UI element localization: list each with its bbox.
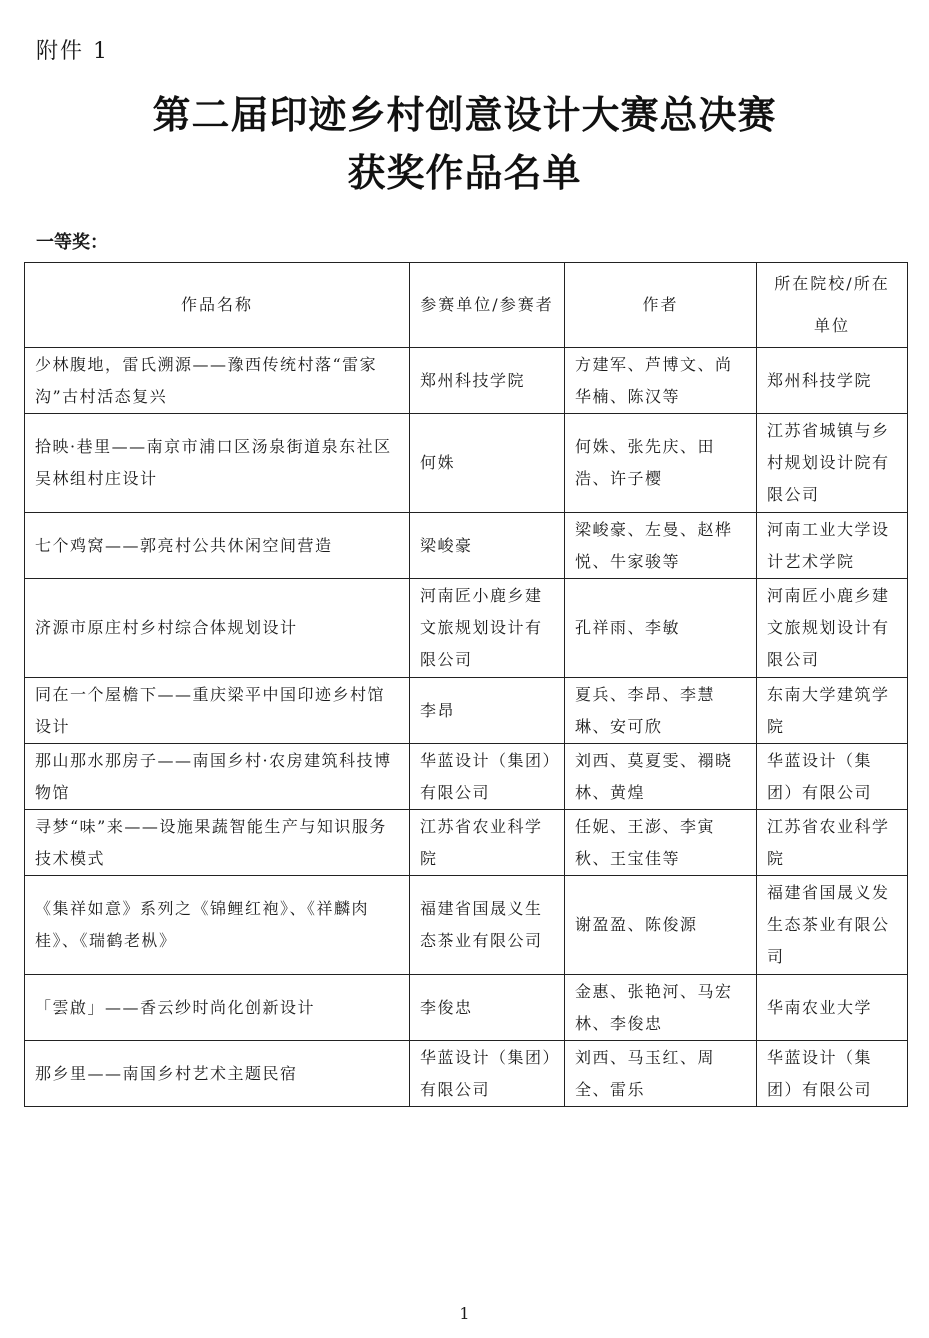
cell-authors: 任妮、王澎、李寅秋、王宝佳等 bbox=[565, 810, 757, 876]
cell-institution: 华蓝设计（集团）有限公司 bbox=[757, 1041, 908, 1107]
cell-work-name: 济源市原庄村乡村综合体规划设计 bbox=[25, 579, 410, 678]
cell-authors: 谢盈盈、陈俊源 bbox=[565, 876, 757, 975]
cell-authors: 金惠、张艳河、马宏林、李俊忠 bbox=[565, 975, 757, 1041]
section-heading: 一等奖： bbox=[36, 232, 108, 253]
table-row bbox=[25, 810, 908, 876]
cell-authors: 何姝、张先庆、田浩、许子樱 bbox=[565, 414, 757, 513]
cell-institution: 河南工业大学设计艺术学院 bbox=[757, 513, 908, 579]
table-row bbox=[25, 513, 908, 579]
cell-entrant: 李昂 bbox=[410, 678, 565, 744]
cell-authors: 梁峻豪、左曼、赵桦悦、牛家骏等 bbox=[565, 513, 757, 579]
table-row bbox=[25, 348, 908, 414]
cell-work-name: 那山那水那房子——南国乡村·农房建筑科技博物馆 bbox=[25, 744, 410, 810]
table-header-row bbox=[25, 263, 908, 348]
cell-entrant: 江苏省农业科学院 bbox=[410, 810, 565, 876]
cell-entrant: 何姝 bbox=[410, 414, 565, 513]
cell-institution: 河南匠小鹿乡建文旅规划设计有限公司 bbox=[757, 579, 908, 678]
table-row bbox=[25, 744, 908, 810]
cell-work-name: 「雲啟」——香云纱时尚化创新设计 bbox=[25, 975, 410, 1041]
cell-authors: 刘西、马玉红、周全、雷乐 bbox=[565, 1041, 757, 1107]
table-row bbox=[25, 876, 908, 975]
cell-authors: 刘西、莫夏雯、禤晓林、黄煌 bbox=[565, 744, 757, 810]
cell-entrant: 河南匠小鹿乡建文旅规划设计有限公司 bbox=[410, 579, 565, 678]
cell-entrant: 华蓝设计（集团）有限公司 bbox=[410, 1041, 565, 1107]
header-entrant: 参赛单位/参赛者 bbox=[410, 263, 565, 348]
cell-institution: 郑州科技学院 bbox=[757, 348, 908, 414]
cell-institution: 江苏省农业科学院 bbox=[757, 810, 908, 876]
page-number: 1 bbox=[459, 1304, 470, 1323]
cell-work-name: 拾映·巷里——南京市浦口区汤泉街道泉东社区吴林组村庄设计 bbox=[25, 414, 410, 513]
table-row bbox=[25, 579, 908, 678]
header-institution: 所在院校/所在单位 bbox=[757, 263, 908, 348]
cell-work-name: 少林腹地，雷氏溯源——豫西传统村落“雷家沟”古村活态复兴 bbox=[25, 348, 410, 414]
cell-institution: 华蓝设计（集团）有限公司 bbox=[757, 744, 908, 810]
page-title: 第二届印迹乡村创意设计大赛总决赛 bbox=[152, 93, 777, 137]
cell-authors: 孔祥雨、李敏 bbox=[565, 579, 757, 678]
cell-work-name: 那乡里——南国乡村艺术主题民宿 bbox=[25, 1041, 410, 1107]
cell-entrant: 梁峻豪 bbox=[410, 513, 565, 579]
table-row bbox=[25, 414, 908, 513]
cell-institution: 江苏省城镇与乡村规划设计院有限公司 bbox=[757, 414, 908, 513]
cell-authors: 方建军、芦博文、尚华楠、陈汉等 bbox=[565, 348, 757, 414]
cell-institution: 华南农业大学 bbox=[757, 975, 908, 1041]
awards-table bbox=[24, 262, 908, 1107]
table-row bbox=[25, 975, 908, 1041]
cell-authors: 夏兵、李昂、李慧琳、安可欣 bbox=[565, 678, 757, 744]
cell-entrant: 李俊忠 bbox=[410, 975, 565, 1041]
page-subtitle: 获奖作品名单 bbox=[347, 151, 582, 195]
table-row bbox=[25, 678, 908, 744]
cell-work-name: 同在一个屋檐下——重庆梁平中国印迹乡村馆设计 bbox=[25, 678, 410, 744]
cell-entrant: 郑州科技学院 bbox=[410, 348, 565, 414]
header-work-name: 作品名称 bbox=[25, 263, 410, 348]
cell-work-name: 七个鸡窝——郭亮村公共休闲空间营造 bbox=[25, 513, 410, 579]
cell-work-name: 寻梦“味”来——设施果蔬智能生产与知识服务技术模式 bbox=[25, 810, 410, 876]
cell-institution: 福建省国晟义发生态茶业有限公司 bbox=[757, 876, 908, 975]
attachment-label: 附件 1 bbox=[36, 39, 109, 64]
table-row bbox=[25, 1041, 908, 1107]
cell-institution: 东南大学建筑学院 bbox=[757, 678, 908, 744]
cell-work-name: 《集祥如意》系列之《锦鲤红袍》、《祥麟肉桂》、《瑞鹤老枞》 bbox=[25, 876, 410, 975]
header-authors: 作者 bbox=[565, 263, 757, 348]
cell-entrant: 华蓝设计（集团）有限公司 bbox=[410, 744, 565, 810]
cell-entrant: 福建省国晟义生态茶业有限公司 bbox=[410, 876, 565, 975]
